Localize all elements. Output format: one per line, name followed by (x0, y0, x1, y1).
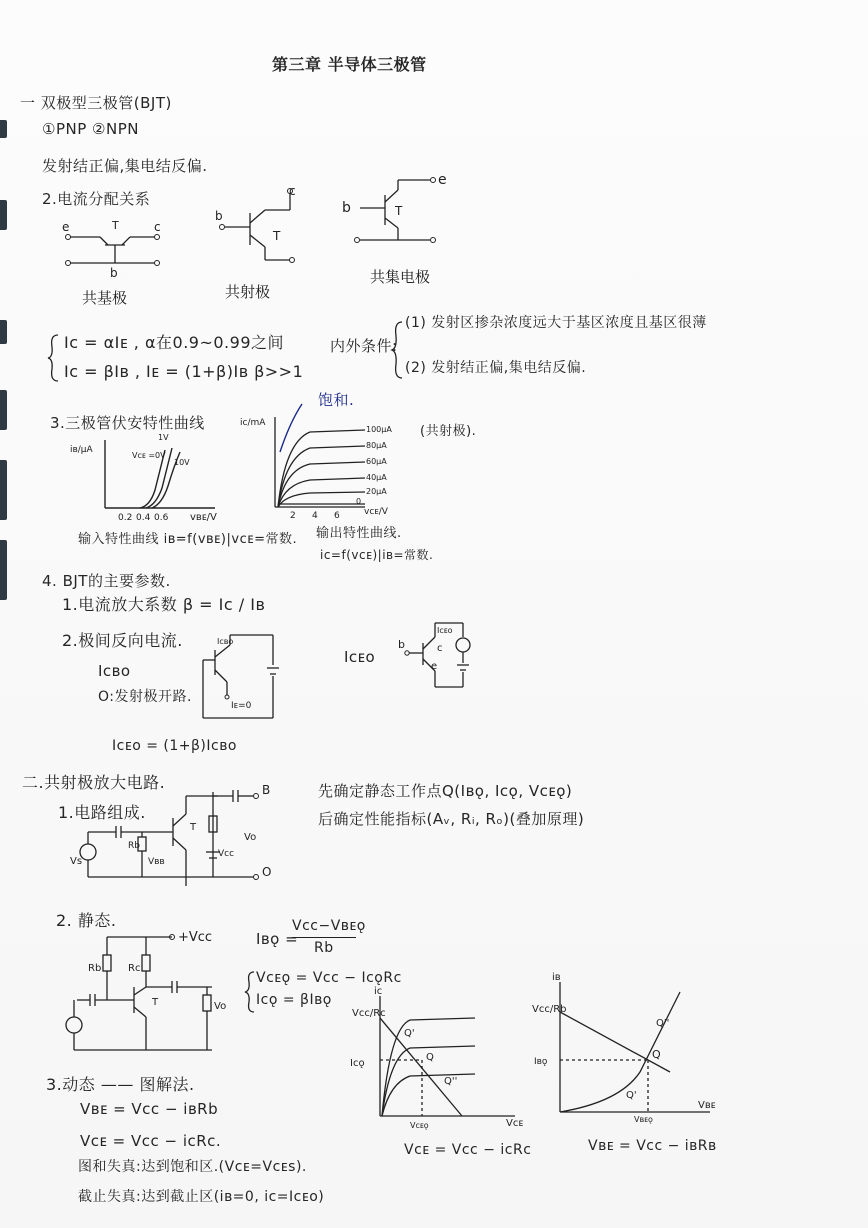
binder-mark (0, 120, 7, 138)
current-equation-1: Iᴄ = αIᴇ , α在0.9~0.99之间 (64, 333, 284, 352)
tick-label: 0.2 (118, 513, 133, 523)
rc-label: Rc (128, 963, 141, 974)
dynamic-eq-2: Vᴄᴇ = Vcc − iᴄRc. (80, 1132, 222, 1150)
param-item-1: 1.电流放大系数 β = Iᴄ / Iʙ (62, 595, 266, 614)
subsection-heading: 1.电路组成. (58, 803, 146, 822)
binder-mark (0, 200, 7, 230)
rb-label: Rb (128, 841, 140, 851)
subsection-heading: 2.电流分配关系 (42, 190, 151, 208)
ylabel: Vcc/Rc (352, 1008, 386, 1019)
common-base-diagram (60, 215, 170, 305)
icq-equation: Iᴄǫ = βIʙǫ (256, 992, 332, 1008)
brace (46, 333, 60, 383)
dynamic-eq-1: Vʙᴇ = Vcc − iʙRb (80, 1100, 219, 1118)
ibq-lhs: Iʙǫ = (256, 930, 299, 948)
current-label: 40μA (366, 473, 387, 482)
x-axis-label: Vᴄᴇ (506, 1118, 524, 1129)
t-label: T (112, 219, 119, 232)
icbo-label: Iᴄʙᴏ (98, 662, 131, 680)
ibq-label: Iʙǫ (534, 1057, 548, 1067)
ce-amplifier-circuit-1 (68, 782, 278, 887)
emitter-label: e (431, 661, 438, 672)
x-axis-label: vᴄᴇ/V (364, 507, 388, 517)
rb-label: Rb (88, 963, 102, 974)
output-caption: 输出特性曲线. (316, 526, 402, 541)
vbb-label: Vʙʙ (148, 857, 165, 867)
q-label: Q (652, 1048, 661, 1061)
icq-label: Iᴄǫ (350, 1058, 365, 1069)
current-label: 60μA (366, 457, 387, 466)
x-axis-label: Vʙᴇ (698, 1100, 716, 1111)
iceo-label: Iᴄᴇᴏ (344, 648, 376, 666)
transistor-types: ①PNP ②NPN (42, 120, 139, 138)
collector-label: c (289, 184, 296, 198)
current-equation-2: Iᴄ = βIʙ , Iᴇ = (1+β)Iʙ β>>1 (64, 362, 304, 381)
y-axis-label: iᴄ/mA (240, 418, 266, 428)
binder-mark (0, 460, 7, 520)
graph2-caption: Vʙᴇ = Vcc − iʙRʙ (588, 1138, 717, 1154)
o-terminal-label: O (262, 865, 272, 879)
current-label: 0 (356, 497, 362, 506)
vo-label: Vo (214, 1001, 227, 1012)
curve-label: 10V (174, 458, 190, 467)
brace (244, 970, 256, 1014)
q-double-prime-label: Q'' (656, 1018, 670, 1029)
vcc-label: Vcc (218, 849, 235, 859)
page-title: 第三章 半导体三极管 (272, 55, 427, 74)
input-characteristic-graph (70, 430, 240, 523)
t-label: T (395, 204, 403, 218)
q-point-note: 先确定静态工作点Q(Iʙǫ, Iᴄǫ, Vᴄᴇǫ) (318, 782, 573, 800)
collector-label: c (437, 643, 443, 654)
subsection-heading: 2. 静态. (56, 911, 117, 930)
section-heading: 一 双极型三极管(BJT) (20, 94, 172, 112)
vceq-label: Vᴄᴇǫ (410, 1121, 429, 1130)
section-heading: 4. BJT的主要参数. (42, 572, 171, 590)
common-collector-diagram (340, 170, 460, 290)
bias-condition: 发射结正偏,集电结反偏. (42, 157, 208, 175)
common-emitter-diagram (205, 185, 315, 305)
vbeq-label: Vʙᴇǫ (634, 1115, 653, 1124)
emitter-label: e (438, 172, 447, 188)
input-caption: 输入特性曲线 iʙ=f(vʙᴇ)|vᴄᴇ=常数. (78, 532, 298, 547)
performance-note: 后确定性能指标(Aᵥ, Rᵢ, Rₒ)(叠加原理) (318, 810, 585, 828)
curve-label: Vᴄᴇ =0V (132, 451, 166, 460)
y-axis-label: iᴄ (374, 986, 383, 997)
icbo-small-label: Iᴄʙᴏ (217, 637, 234, 646)
iceo-small-label: Iᴄᴇᴏ (437, 626, 453, 635)
tick-label: 6 (334, 511, 340, 521)
tick-label: 2 (290, 511, 296, 521)
cutoff-distortion: 截止失真:达到截止区(iʙ=0, iᴄ=Iᴄᴇᴏ) (78, 1189, 325, 1205)
curve-label: 1V (158, 433, 169, 442)
q-prime-label: Q' (404, 1028, 415, 1039)
t-label: T (152, 997, 159, 1008)
current-label: 20μA (366, 487, 387, 496)
brace (390, 320, 404, 380)
conditions-label: 内外条件: (330, 337, 398, 355)
tick-label: 4 (312, 511, 318, 521)
graph1-caption: Vᴄᴇ = Vcc − iᴄRc (404, 1142, 532, 1158)
current-label: 100μA (366, 425, 392, 434)
saturation-label: 饱和. (318, 391, 355, 409)
q-double-prime-label: Q'' (444, 1076, 458, 1087)
saturation-distortion: 图和失真:达到饱和区.(Vᴄᴇ=Vᴄᴇs). (78, 1159, 307, 1175)
ylabel: Vcc/Rb (532, 1004, 567, 1015)
ibq-denominator: Rb (314, 940, 334, 956)
tick-label: 0.4 (136, 513, 151, 523)
x-axis-label: vʙᴇ/V (190, 512, 217, 523)
vo-label: Vo (244, 832, 257, 843)
icbo-circuit (195, 630, 295, 725)
subsection-heading: 3.三极管伏安特性曲线 (50, 414, 205, 432)
t-label: T (273, 229, 281, 243)
param-item-2: 2.极间反向电流. (62, 631, 183, 650)
icbo-note: O:发射极开路. (98, 689, 192, 705)
output-caption-2: iᴄ=f(vᴄᴇ)|iʙ=常数. (320, 548, 434, 562)
base-label: b (110, 266, 118, 280)
y-axis-label: iʙ/μA (70, 445, 93, 455)
ce-amplifier-circuit-2 (62, 925, 242, 1060)
vs-label: Vs (70, 856, 83, 867)
iceo-circuit (395, 615, 475, 695)
q-label: Q (426, 1052, 434, 1063)
t-label: T (190, 822, 197, 833)
ibq-numerator: Vcc−Vʙᴇǫ (292, 918, 366, 934)
collector-label: c (154, 220, 161, 234)
condition-1: (1) 发射区掺杂浓度远大于基区浓度且基区很薄 (405, 315, 707, 331)
iceo-equation: Iᴄᴇᴏ = (1+β)Iᴄʙᴏ (112, 738, 237, 754)
output-characteristic-graph (240, 392, 420, 522)
vcc-label: +Vcc (178, 930, 213, 945)
b-terminal-label: B (262, 783, 271, 797)
config-label: 共集电极 (370, 268, 431, 286)
fraction-bar (292, 937, 356, 938)
base-label: b (398, 638, 405, 651)
binder-mark (0, 540, 7, 600)
dc-load-line-output-graph (350, 988, 530, 1128)
base-label: b (342, 200, 351, 216)
emitter-label: e (62, 220, 70, 234)
y-axis-label: iʙ (552, 972, 561, 983)
q-prime-label: Q' (626, 1090, 637, 1101)
section-heading: 二.共射极放大电路. (22, 773, 166, 792)
subsection-heading: 3.动态 —— 图解法. (46, 1075, 195, 1094)
ie-zero-label: Iᴇ=0 (231, 701, 252, 711)
base-label: b (215, 209, 223, 223)
dc-load-line-input-graph (530, 972, 725, 1122)
tick-label: 0.6 (154, 513, 169, 523)
config-label: 共基极 (82, 289, 128, 307)
config-label: 共射极 (225, 283, 271, 301)
binder-mark (0, 390, 7, 430)
condition-2: (2) 发射结正偏,集电结反偏. (405, 360, 587, 376)
current-label: 80μA (366, 441, 387, 450)
vceq-equation: Vᴄᴇǫ = Vcc − IᴄǫRc (256, 970, 402, 986)
ce-note: (共射极). (420, 424, 477, 439)
binder-mark (0, 320, 7, 344)
